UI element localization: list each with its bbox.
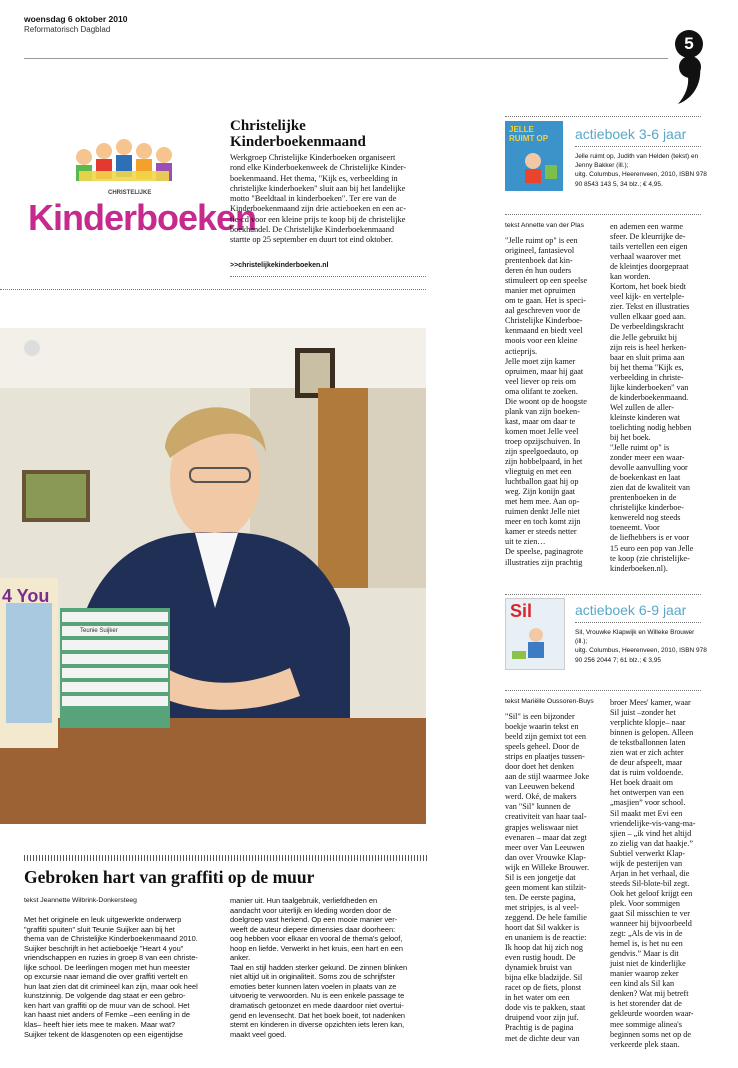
text-line: veel kijk- en vertelple- <box>610 292 685 302</box>
text-line: kinderboeken.nl). <box>610 563 668 573</box>
text-line: te koop (zie christelijke- <box>610 553 690 563</box>
text-line: Prachtig is de pagina <box>505 1023 574 1033</box>
text-line: veel liever op reis om <box>505 376 576 386</box>
text-line: de liefhebbers is er voor <box>610 533 690 543</box>
text-line: kenwereld nog steeds <box>610 513 681 523</box>
text-line: vliegtuig en met een <box>505 467 572 477</box>
text-line: verhaal waarover met <box>610 252 681 262</box>
ck-line: boekhandel. De Christelijke Kinderboekenmaand <box>230 225 395 235</box>
text-line: hoop en liefde. Verwerkt in het kruis, een hart en een <box>230 943 403 953</box>
text-line: Subtiel verwerkt Klap- <box>610 848 686 858</box>
text-line: toeneemt. Voor <box>610 523 660 533</box>
text-line: dat is ruim voldoende. <box>610 768 684 778</box>
sil-info-line: uitg. Columbus, Heerenveen, 2010, ISBN 978 <box>575 647 707 655</box>
book-cover-label: 4 You <box>2 586 50 606</box>
text-line: beginnen soms net op de <box>610 1029 691 1039</box>
text-line: dan over Vrouwke Klap- <box>505 852 586 862</box>
text-line: manier uit. Hun taalgebruik, verliefdheden en <box>230 896 378 905</box>
ck-line: boekenmaand. Het thema, "Kijk es, verbeelding in <box>230 173 398 183</box>
graffiti-author: tekst Jeannette Wilbrink-Donkersteeg <box>24 897 137 904</box>
text-line: met de dichte deur van <box>505 1033 580 1043</box>
text-line: kleinste kinderen wat <box>610 412 681 422</box>
sil-book-cover <box>505 598 565 670</box>
text-line: Sil juist –zonder het <box>610 708 676 718</box>
text-line: van Leeuwen bekend <box>505 782 575 792</box>
text-line: aan de stijl waarmee Joke <box>505 772 590 782</box>
text-line: kan worden. <box>610 272 651 282</box>
sil-info-line: Sil, Vrouwke Klapwijk en Willeke Brouwer <box>575 629 695 636</box>
text-line: de boekenkast en laat <box>610 473 681 483</box>
author-photo <box>0 328 426 824</box>
text-line: kenmaand en biedt veel <box>505 326 583 336</box>
text-line: Wel zullen de aller- <box>610 402 674 412</box>
sil-info-line: (ill.); <box>575 638 588 646</box>
text-line: beeld zijn gemixt tot een <box>505 732 586 742</box>
jelle-review-author: tekst Annette van der Plas <box>505 222 584 229</box>
ck-website-link[interactable]: >>christelijkekinderboeken.nl <box>230 262 329 269</box>
graffiti-column-1 <box>24 915 218 1039</box>
text-line: origineel, fantasievol <box>505 246 575 256</box>
ck-title <box>230 118 430 150</box>
text-line: verplichte klopje– naar <box>610 718 686 728</box>
text-line: dynamiek bruist van <box>505 963 572 973</box>
text-line: actieprijs. <box>505 346 538 356</box>
text-line: aal geschreven voor de <box>505 306 581 316</box>
text-line: om te gaan. Het is speci- <box>505 296 586 306</box>
text-line: bij het boek. <box>610 432 651 442</box>
ck-line: tie-cd voor een kleine prijs te koop bij de christelijke <box>230 214 406 224</box>
text-line: het ontwerpen van een <box>610 788 684 798</box>
text-line: Jelle moet zijn kamer <box>505 356 576 366</box>
text-line: Arjan in het verhaal, die <box>610 868 690 878</box>
text-line: de deur afspeelt, maar <box>610 758 683 768</box>
text-line: lijke school. De leerlingen mogen met hun meester <box>24 962 190 972</box>
sil-review-author: tekst Mariëlle Oussoren-Buys <box>505 698 594 705</box>
text-line: troep opzijschuiven. In <box>505 436 581 446</box>
text-line: Christelijke Kinderboe- <box>505 316 583 326</box>
text-line: zier. Tekst en illustraties <box>610 302 690 312</box>
text-line: Kortom, het boek biedt <box>610 282 686 292</box>
text-line: hemel is, is het nu een <box>610 939 683 949</box>
text-line: uitvoerig te verwoorden. Nu is een enkele passage te <box>230 991 405 1001</box>
text-line: wijk en Willeke Brouwer. <box>505 862 590 872</box>
text-line: met stripjes, is al veel- <box>505 902 579 912</box>
text-line: manier waarop zeker <box>610 969 679 979</box>
text-line: toelichting nodig hebben <box>610 422 692 432</box>
text-line: Het boek draait om <box>610 778 673 788</box>
text-line: De speelse, paginagrote <box>505 547 583 557</box>
text-line: dramatisch getoonzet en mede daardoor niet overtui- <box>230 1001 404 1011</box>
text-line: denken? Wat mij betreft <box>610 989 689 999</box>
text-line: wanneer hij bijvoorbeeld <box>610 919 692 929</box>
text-line: Die woont op de hoogste <box>505 396 587 406</box>
text-line: baar en sluit prima aan <box>610 352 685 362</box>
text-line: anker. <box>230 953 251 963</box>
text-line: kunstzinnig. De volgende dag staat er een gebro- <box>24 991 186 1001</box>
sil-review-column-1 <box>505 712 615 1044</box>
text-line: die Jelle gebruikt bij <box>610 332 678 342</box>
text-line: de tekstballonnen laten <box>610 738 686 748</box>
jelle-info-divider <box>505 214 701 215</box>
text-line: luchtballon gaat hij op <box>505 477 579 487</box>
text-line: ten. De eerste pagina, <box>505 892 576 902</box>
text-line: werd. Oké, de makers <box>505 792 577 802</box>
text-line: prentenboeken in de <box>610 493 677 503</box>
text-line: evenaren – maar dat zegt <box>505 832 587 842</box>
text-line: gekleurde woorden waar- <box>610 1009 694 1019</box>
ck-line: Werkgroep Christelijke Kinderboeken organiseert <box>230 153 396 162</box>
ck-line: Kinderboekenmaand zijn drie actieboeken en een ac- <box>230 204 406 214</box>
jelle-info-line: Jenny Bakker (ill.); <box>575 162 629 170</box>
text-line: meer over Van Leeuwen <box>505 842 585 852</box>
text-line: deren én hun ouders <box>505 266 572 276</box>
text-line: strips en plaatjes tussen- <box>505 752 585 762</box>
text-line: binnen is gelopen. Alleen <box>610 728 694 738</box>
text-line: lijke kinderboeken" van <box>610 382 689 392</box>
text-line: stimuleert op een speelse <box>505 276 588 286</box>
sil-top-divider <box>505 594 701 595</box>
text-line: gend en levensecht. Dat het boek boeit, tot nadenken <box>230 1010 406 1020</box>
ck-line: motto "Beeldtaal in kinderboeken". Ter ere van de <box>230 194 397 204</box>
text-line: 15 euro een pop van Jelle <box>610 543 694 553</box>
text-line: stemt en kinderen in diverse opzichten iets leren kan, <box>230 1020 405 1030</box>
text-line: dode vis te pakken, staat <box>505 1003 586 1013</box>
text-line: Suijker tekent de klasgenoten op een eigentijdse <box>24 1029 184 1039</box>
text-line: Ik hoop dat hij zich nog <box>505 943 583 953</box>
ck-line: christelijke kinderboeken" sluit aan bij het landelijke <box>230 183 406 193</box>
ck-divider <box>230 276 426 277</box>
header-paper-name: Reformatorisch Dagblad <box>24 25 111 34</box>
text-line: plek. Voor sommigen <box>610 898 680 908</box>
text-line: de kinderboekenmaand. <box>610 392 689 402</box>
book-spine-label: Teunie Suijker <box>80 628 118 634</box>
ck-line: rond elke Kinderboekenweek de Christelijke Kinder- <box>230 163 407 173</box>
text-line: zegt: „Als de vis in de <box>610 929 683 939</box>
graffiti-hatch-rule <box>24 855 428 861</box>
sil-cover-illustration <box>506 623 564 663</box>
sil-age-label: actieboek 6-9 jaar <box>575 602 687 618</box>
text-line: zijn hobbelpaard, in het <box>505 457 583 467</box>
text-line: plank van zijn boeken- <box>505 406 580 416</box>
graffiti-headline: Gebroken hart van graffiti op de muur <box>24 867 315 887</box>
text-line: zeggend. De hele familie <box>505 912 587 922</box>
header-date: woensdag 6 oktober 2010 <box>24 14 128 24</box>
text-line: zonder meer een waar- <box>610 453 685 463</box>
text-line: verkeerde plek staan. <box>610 1039 680 1049</box>
text-line: door doet het denken <box>505 762 574 772</box>
text-line: komen moet Jelle veel <box>505 426 579 436</box>
text-line: zien dat de kwaliteit van <box>610 483 691 493</box>
header-rule <box>24 58 668 59</box>
sil-cover-title: Sil <box>510 601 533 621</box>
sil-book-info <box>575 628 735 665</box>
text-line: boekje waarin tekst en <box>505 722 579 732</box>
text-line: juist niet de kinderlijke <box>610 959 686 969</box>
text-line: oma olifant te zoeken. <box>505 386 578 396</box>
text-line: geen moment kan stilzit- <box>505 882 587 892</box>
jelle-review-column-1 <box>505 236 615 568</box>
text-line: zijn reis is heel herken- <box>610 342 687 352</box>
graffiti-column-2 <box>230 896 424 1039</box>
text-line: moois voor een kleine <box>505 336 578 346</box>
text-line: prentenboek dat kin- <box>505 256 573 266</box>
text-line: druipend voor zijn juf. <box>505 1013 579 1023</box>
text-line: devolle aanvulling voor <box>610 463 688 473</box>
text-line: kamer er steeds netter <box>505 527 577 537</box>
sil-info-line: 90 256 2044 7; 61 blz.; € 3,95 <box>575 656 662 664</box>
sil-info-divider <box>505 690 701 691</box>
jelle-info-line: 90 8543 143 5, 34 blz.; € 4,95. <box>575 180 663 188</box>
text-line: "Jelle ruimt op" is een <box>505 236 578 245</box>
text-line: emoties beter kunnen laten voelen in plaats van ze <box>230 981 397 991</box>
text-line: Sil maakt met Evi een <box>610 808 683 818</box>
text-line: illustraties zijn prachtig <box>505 557 583 567</box>
text-line: hoort dat Sil wakker is <box>505 922 580 932</box>
text-line: sjien – „ik vind het altijd <box>610 828 692 838</box>
text-line: met hem mee. Aan op- <box>505 497 580 507</box>
text-line: kast, maar om daar te <box>505 416 576 426</box>
text-line: Met het originele en leuk uitgewerkte onderwerp <box>24 915 182 924</box>
text-line: bijna elke bladzijde. Sil <box>505 973 583 983</box>
text-line: ken hart van graffiti op de muur van de school. Het <box>24 1000 190 1010</box>
jelle-info-line: Jelle ruimt op, Judith van Helden (tekst) en <box>575 153 699 160</box>
text-line: Sil is een jongetje dat <box>505 872 576 882</box>
text-line: mee sommige alinea's <box>610 1019 682 1029</box>
text-line: doelgroep vast herkend. Op een mooie manier ver- <box>230 915 398 925</box>
text-line: en unaniem is de reactie: <box>505 933 587 943</box>
logo-wordmark: Kinderboeken <box>28 197 257 238</box>
text-line: thema van de Christelijke Kinderboekenmaand 2010. <box>24 934 198 944</box>
text-line: een kind als Sil kan <box>610 979 675 989</box>
text-line: niet altijd uit in originaliteit. Soms zou de schrijfster <box>230 972 396 982</box>
jelle-age-label: actieboek 3-6 jaar <box>575 126 687 142</box>
text-line: kan haast niet anders of Femke –een eenling in de <box>24 1010 190 1020</box>
text-line: ruimen denkt Jelle niet <box>505 507 580 517</box>
text-line: Suijker beschrijft in het actieboekje "Heart 4 you" <box>24 943 184 953</box>
text-line: uit te zien… <box>505 537 546 547</box>
section-divider <box>0 289 426 290</box>
text-line: Taal en stijl hadden sterker gekund. De zinnen blinken <box>230 962 408 972</box>
text-line: even rustig houdt. De <box>505 953 576 963</box>
text-line: aandacht voor uiterlijk en kleding worden door de <box>230 905 392 915</box>
text-line: creativiteit van haar taal- <box>505 812 587 822</box>
text-line: „masjien” voor school. <box>610 798 686 808</box>
text-line: christelijke kinderboe- <box>610 503 684 513</box>
text-line: en ademen een warme <box>610 222 683 231</box>
text-line: hun laat zien dat dit crimineel kan zijn, maar ook heel <box>24 981 198 991</box>
text-line: vullen elkaar goed aan. <box>610 312 686 322</box>
text-line: maakt veel goed. <box>230 1029 287 1039</box>
text-line: in het water om een <box>505 993 570 1003</box>
text-line: tails vertellen een eigen <box>610 242 688 252</box>
text-line: bij het thema "Kijk es, <box>610 362 684 372</box>
text-line: meer en toch komt zijn <box>505 517 581 527</box>
jelle-book-cover <box>505 121 563 191</box>
text-line: zien wat er zich achter <box>610 748 684 758</box>
sil-age-rule <box>575 622 701 623</box>
jelle-cover-title: JELLE RUIMT OP <box>509 125 549 143</box>
text-line: opruimen, maar hij gaat <box>505 366 584 376</box>
text-line: verbeelding in christe- <box>610 372 684 382</box>
ck-title-line1: Christelijke <box>230 118 306 134</box>
text-line: zijn speelgoedauto, op <box>505 446 579 456</box>
jelle-top-divider <box>505 116 701 117</box>
jelle-age-rule <box>575 146 701 147</box>
kinderboeken-logo <box>24 135 257 245</box>
text-line: De verbeeldingskracht <box>610 322 684 332</box>
text-line: oog hebben voor elkaar en vooral de thema's geloof, <box>230 934 403 944</box>
text-line: wijk de pesterijen van <box>610 858 683 868</box>
text-line: Ook het geloof krijgt een <box>610 888 693 898</box>
ck-line: startte op 25 september en duurt tot eind oktober. <box>230 235 393 245</box>
text-line: de kleintjes doorgepraat <box>610 262 689 272</box>
text-line: "graffiti spuiten" sluit Teunie Suijker aan bij het <box>24 924 175 934</box>
text-line: vriendelijke-vis-vang-ma- <box>610 818 696 828</box>
jelle-cover-illustration <box>505 147 563 187</box>
page-number: 5 <box>675 30 703 58</box>
text-line: van "Sil" kunnen de <box>505 802 571 812</box>
text-line: zo zielig van dat haakje.” <box>610 838 693 848</box>
logo-subtitle: CHRISTELIJKE <box>108 190 152 196</box>
text-line: vriendschappen en ruzies in groep 8 van een christe- <box>24 953 198 963</box>
ck-title-line2: Kinderboekenmaand <box>230 134 366 150</box>
text-line: gendvis.” Maar is dit <box>610 949 679 959</box>
text-line: weeft de auteur diepere dimensies daar doorheen: <box>230 924 396 934</box>
text-line: racet op de fiets, plonst <box>505 983 582 993</box>
text-line: grapjes weliswaar niet <box>505 822 579 832</box>
text-line: broer Mees' kamer, waar <box>610 698 691 707</box>
text-line: sfeer. De kleurrijke de- <box>610 232 686 242</box>
jelle-info-line: uitg. Columbus, Heerenveen, 2010, ISBN 978 <box>575 171 707 179</box>
text-line: steeds Sil-blote-bil zegt. <box>610 878 690 888</box>
text-line: manier met opruimen <box>505 286 576 296</box>
author-portrait-image <box>0 328 426 824</box>
text-line: klas– heeft hier iets mee te maken. Maar wat? <box>24 1020 176 1030</box>
text-line: speels geheel. Door de <box>505 742 580 752</box>
ck-body <box>230 153 430 246</box>
comma-icon <box>672 55 708 105</box>
text-line: gaat Sil misschien te ver <box>610 908 691 918</box>
jelle-review-column-2 <box>610 222 720 574</box>
text-line: "Sil" is een bijzonder <box>505 712 575 721</box>
sil-review-column-2 <box>610 698 720 1050</box>
text-line: weg. Zijn konijn gaat <box>505 487 576 497</box>
text-line: is het storender dat de <box>610 999 682 1009</box>
text-line: op excursie naar iemand die over graffiti vertelt en <box>24 972 188 982</box>
text-line: "Jelle ruimt op" is <box>610 443 670 453</box>
jelle-book-info <box>575 152 735 189</box>
